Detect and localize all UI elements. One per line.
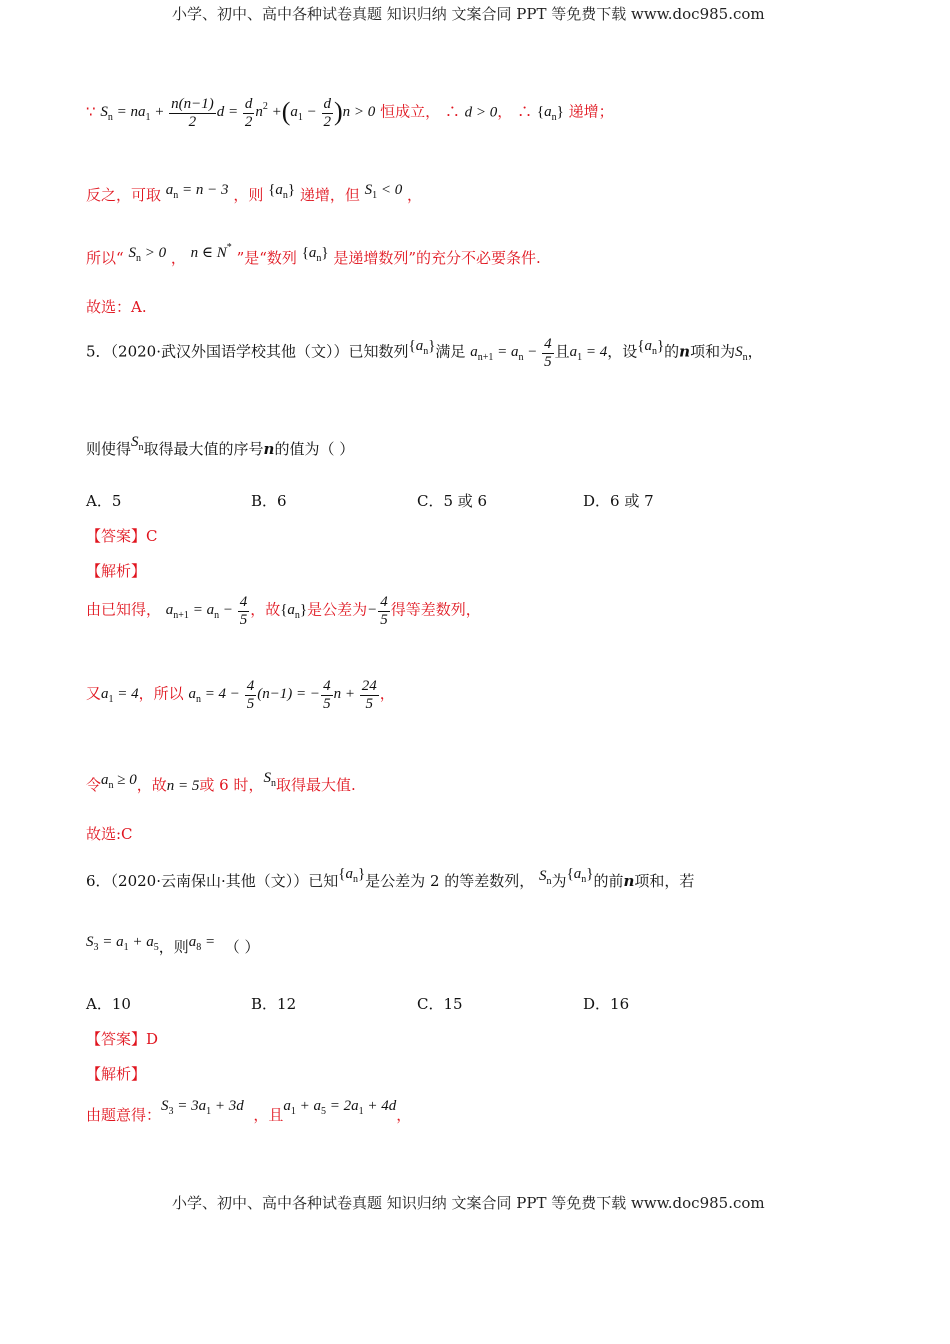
formula-sn: $S_n$: [263, 770, 276, 789]
formula-an-seq: $\{a_n\}$: [338, 866, 366, 885]
therefore-symbol-2: ∴: [517, 102, 533, 121]
formula-sn: $S_n$: [539, 868, 552, 887]
punctuation: ，: [170, 249, 186, 267]
question-text: 的前: [593, 872, 624, 890]
formula-sn: $S_n$: [131, 434, 144, 453]
q5-option-c[interactable]: C．5 或 6: [417, 492, 488, 510]
question-text: ，设: [607, 342, 638, 361]
question-6-line-2: [86, 934, 259, 957]
solution-text: 取得最大值.: [275, 776, 356, 794]
solution-text: 递增；: [568, 102, 614, 121]
formula-s1-negative: $S_1 < 0$: [364, 182, 403, 201]
formula-a1-equals-4: $a_1 = 4$: [101, 686, 139, 706]
q5-solution-line-2: [86, 678, 395, 712]
formula-a1-equals-4: $a_1 = 4$: [569, 344, 608, 364]
question-text: 为: [551, 872, 567, 890]
question-number: 5．: [86, 342, 111, 361]
question-text: 且: [554, 342, 570, 361]
formula-n-in-nstar: n ∈ N*: [190, 242, 232, 261]
formula-an-seq: $\{a_n\}$: [408, 338, 436, 358]
page-header: 小学、初中、高中各种试卷真题 知识归纳 文案合同 PPT 等免费下载 www.doc985.com: [172, 5, 765, 23]
page-footer: 小学、初中、高中各种试卷真题 知识归纳 文案合同 PPT 等免费下载 www.doc985.com: [172, 1194, 765, 1212]
question-text: 的值为（ ）: [274, 440, 355, 458]
question-text: 是公差为 2 的等差数列，: [365, 872, 535, 890]
solution-text: 是递增数列”的充分不必要条件.: [333, 249, 541, 267]
solution-text: 由已知得，: [86, 600, 162, 619]
question-6-stem: [86, 866, 694, 891]
solution-text: 是公差为: [307, 600, 368, 619]
prev-choice: 故选：A.: [86, 298, 147, 316]
formula-sn: $S_n$: [735, 344, 748, 364]
q6-option-b[interactable]: B．12: [251, 995, 297, 1013]
punctuation: ，: [396, 1106, 412, 1124]
q5-answer: 【答案】C: [86, 527, 158, 545]
formula-recurrence: $a_{n+1} = a_n$ − $\frac{4}{5}$: [470, 336, 552, 370]
formula-an-general-term: $a_n = 4$ − $\frac{4}{5}$ (n−1) = − $\frac{4}{5}$ n + $\frac{24}{5}$: [188, 678, 377, 712]
formula-s3-equals: $S_3 = a_1 + a_5$: [86, 934, 159, 953]
formula-an-seq: $\{a_n\}$: [268, 182, 296, 201]
solution-text: ，故: [136, 776, 167, 794]
punctuation: ，: [407, 186, 423, 204]
question-text: 取得最大值的序号: [143, 440, 264, 458]
solution-text: ”是“数列: [236, 249, 297, 267]
q5-option-a[interactable]: A．5: [86, 492, 122, 510]
solution-text: 所以“: [86, 249, 124, 267]
q6-analysis-label: 【解析】: [86, 1065, 147, 1083]
formula-s3-expansion: $S_3 = 3a_1 + 3d$: [161, 1098, 244, 1117]
formula-neg-four-fifths: − $\frac{4}{5}$: [367, 594, 388, 628]
q6-option-c[interactable]: C．15: [417, 995, 463, 1013]
q5-option-d[interactable]: D．6 或 7: [583, 492, 654, 510]
solution-text: 或 6 时，: [199, 776, 264, 794]
formula-an-seq: $\{a_n\}$: [566, 866, 594, 885]
formula-an-seq: $\{a_n\}$: [536, 104, 564, 124]
q6-solution-line-1: [86, 1098, 411, 1125]
solution-text: ，所以: [138, 684, 184, 703]
solution-text: 令: [86, 776, 102, 794]
punctuation: ，: [379, 684, 395, 703]
q5-solution-line-1: [86, 594, 481, 628]
question-text: （2020·云南保山·其他（文））已知: [110, 872, 339, 890]
solution-text: 又: [86, 684, 102, 703]
variable-n: n: [623, 872, 635, 890]
q5-solution-line-3: [86, 770, 356, 795]
therefore-symbol: ∴: [444, 102, 460, 121]
formula-an-seq: $\{a_n\}$: [637, 338, 665, 358]
solution-text: 反之，可取: [86, 186, 162, 204]
solution-line-2: [86, 182, 422, 205]
solution-line-3: [86, 242, 541, 268]
solution-text: ，则: [233, 186, 264, 204]
question-text: 满足: [435, 342, 466, 361]
solution-text: 得等差数列，: [390, 600, 481, 619]
question-text: （2020·武汉外国语学校其他（文））已知数列: [110, 342, 409, 361]
because-symbol: ∵: [86, 102, 96, 121]
solution-text: ，故: [250, 600, 281, 619]
q5-option-b[interactable]: B．6: [251, 492, 287, 510]
question-text: 项和，若: [634, 872, 695, 890]
question-text: 的: [664, 342, 680, 361]
q5-choice: 故选:C: [86, 825, 133, 843]
formula-an-seq: $\{a_n\}$: [280, 602, 308, 622]
question-5-line-2: [86, 434, 354, 459]
formula-sn-expansion: $S_n = na_1$ + $\frac{n(n-1)}{2}$ d = $\frac{d}{2}$ $n^2 +(a_1$ − $\frac{d}{2}$ )n > 0: [100, 96, 376, 130]
solution-text: 递增，但: [299, 186, 360, 204]
variable-n: n: [263, 440, 275, 458]
solution-line-1: [86, 96, 614, 130]
formula-an-nonnegative: $a_n \ge 0$: [101, 772, 137, 791]
solution-text: ，且: [253, 1106, 284, 1124]
solution-text: 恒成立，: [380, 102, 441, 121]
punctuation: ，: [747, 342, 763, 361]
q5-analysis-label: 【解析】: [86, 562, 147, 580]
q6-option-d[interactable]: D．16: [583, 995, 630, 1013]
formula-d-positive: d > 0: [464, 104, 498, 121]
question-5-stem: [86, 336, 763, 370]
formula-a8: $a_8$ =: [188, 934, 216, 953]
question-number: 6．: [86, 872, 111, 890]
question-text: （ ）: [224, 938, 260, 956]
formula-an-seq: $\{a_n\}$: [301, 245, 329, 264]
solution-text: 由题意得：: [86, 1106, 162, 1124]
formula-a1-plus-a5: $a_1 + a_5 = 2a_1 + 4d$: [283, 1098, 397, 1117]
formula-n-equals-5: n = 5: [166, 778, 200, 794]
variable-n: n: [679, 342, 691, 361]
question-text: 则使得: [86, 440, 132, 458]
punctuation: ，: [497, 102, 513, 121]
q6-answer: 【答案】D: [86, 1030, 159, 1048]
question-text: 项和为: [690, 342, 736, 361]
formula-sn-positive: $S_n > 0$: [128, 245, 167, 264]
formula-an-n-minus-3: $a_n = n - 3$: [165, 182, 229, 201]
q6-option-a[interactable]: A．10: [86, 995, 131, 1013]
question-text: ，则: [158, 938, 189, 956]
formula-recurrence: $a_{n+1} = a_n$ − $\frac{4}{5}$: [165, 594, 248, 628]
